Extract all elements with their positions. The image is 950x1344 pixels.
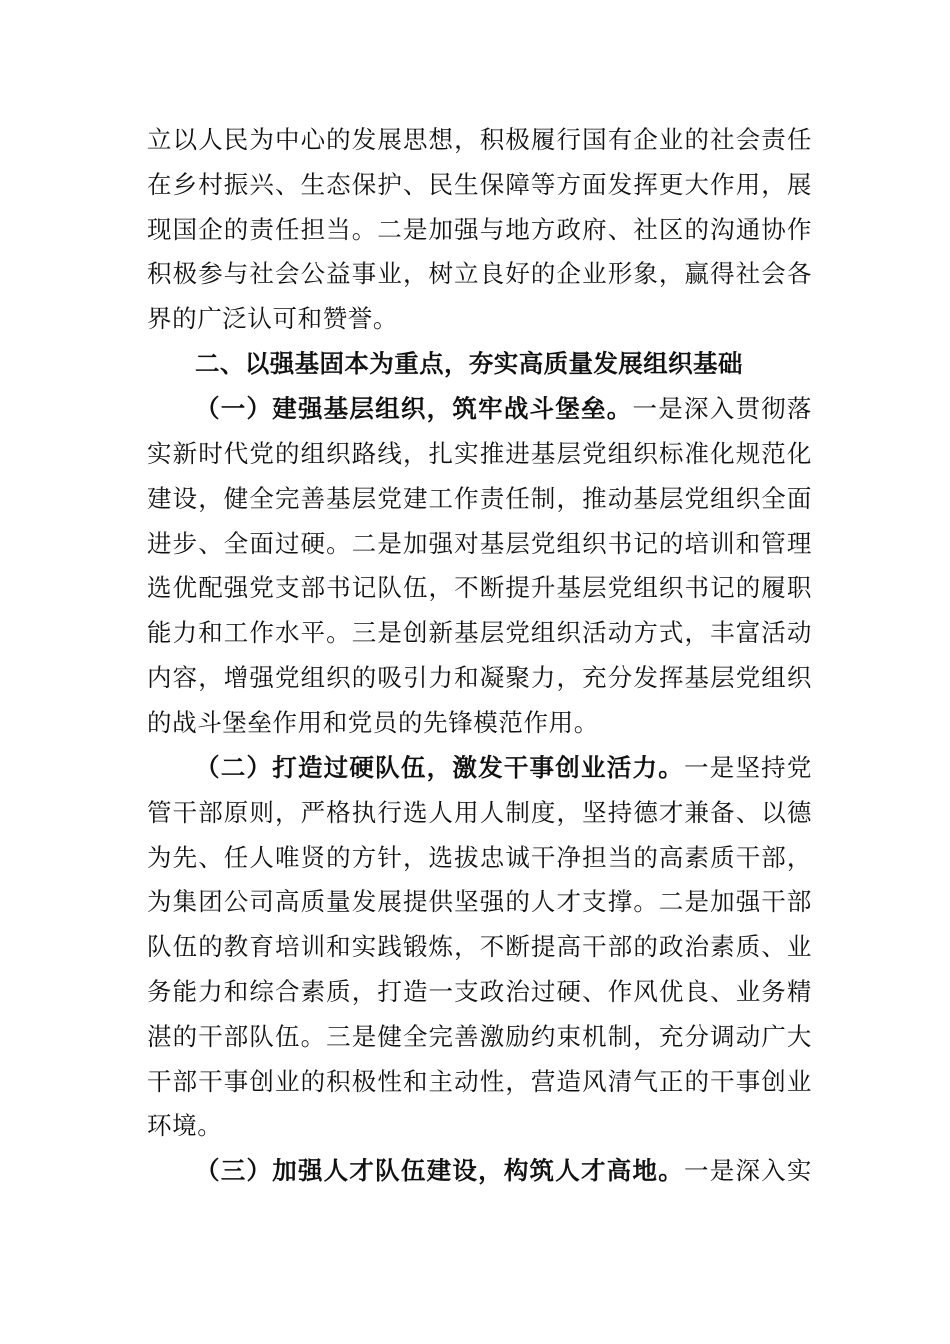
text-line: 现国企的责任担当。二是加强与地方政府、社区的沟通协作 bbox=[147, 215, 812, 244]
text-line: 能力和工作水平。三是创新基层党组织活动方式，丰富活动 bbox=[147, 618, 812, 647]
text-line: 管干部原则，严格执行选人用人制度，坚持德才兼备、以德 bbox=[147, 798, 812, 827]
text-line: 实新时代党的组织路线，扎实推进基层党组织标准化规范化 bbox=[147, 439, 812, 468]
item-2-first-line bbox=[195, 746, 812, 790]
text-line: 在乡村振兴、生态保护、民生保障等方面发挥更大作用，展 bbox=[147, 170, 812, 199]
section-heading: 二、以强基固本为重点，夯实高质量发展组织基础 bbox=[195, 349, 743, 378]
text-line: 立以人民为中心的发展思想，积极履行国有企业的社会责任 bbox=[147, 125, 812, 154]
text-line: 为先、任人唯贤的方针，选拔忠诚干净担当的高素质干部， bbox=[147, 843, 812, 872]
text-line: 进步、全面过硬。二是加强对基层党组织书记的培训和管理 bbox=[147, 529, 812, 558]
text-line: 内容，增强党组织的吸引力和凝聚力，充分发挥基层党组织 bbox=[147, 663, 812, 692]
item-2-title: （二）打造过硬队伍，激发干事创业活力。 bbox=[195, 753, 684, 782]
text-line: 干部干事创业的积极性和主动性，营造风清气正的干事创业 bbox=[147, 1067, 812, 1096]
text-line: 湛的干部队伍。三是健全完善激励约束机制，充分调动广大 bbox=[147, 1022, 812, 1051]
text-line: 环境。 bbox=[147, 1111, 223, 1140]
text-line: 界的广泛认可和赞誉。 bbox=[147, 304, 398, 333]
text-line: 的战斗堡垒作用和党员的先锋模范作用。 bbox=[147, 708, 599, 737]
item-1-first-line bbox=[195, 387, 812, 431]
item-3-title: （三）加强人才队伍建设，构筑人才高地。 bbox=[195, 1156, 684, 1185]
text-line: 为集团公司高质量发展提供坚强的人才支撑。二是加强干部 bbox=[147, 887, 812, 916]
text-line: 建设，健全完善基层党建工作责任制，推动基层党组织全面 bbox=[147, 484, 812, 513]
item-3-first-line bbox=[195, 1149, 812, 1193]
text-line: 务能力和综合素质，打造一支政治过硬、作风优良、业务精 bbox=[147, 977, 812, 1006]
text-line: 队伍的教育培训和实践锻炼，不断提高干部的政治素质、业 bbox=[147, 932, 812, 961]
item-2-first-line-rest: 一是坚持党 bbox=[683, 753, 813, 782]
text-line: 选优配强党支部书记队伍，不断提升基层党组织书记的履职 bbox=[147, 573, 812, 602]
item-3-first-line-rest: 一是深入实 bbox=[683, 1156, 813, 1185]
item-1-first-line-rest: 一是深入贯彻落 bbox=[632, 394, 813, 423]
item-1-title: （一）建强基层组织，筑牢战斗堡垒。 bbox=[195, 394, 633, 423]
text-line: 积极参与社会公益事业，树立良好的企业形象，赢得社会各 bbox=[147, 259, 812, 288]
